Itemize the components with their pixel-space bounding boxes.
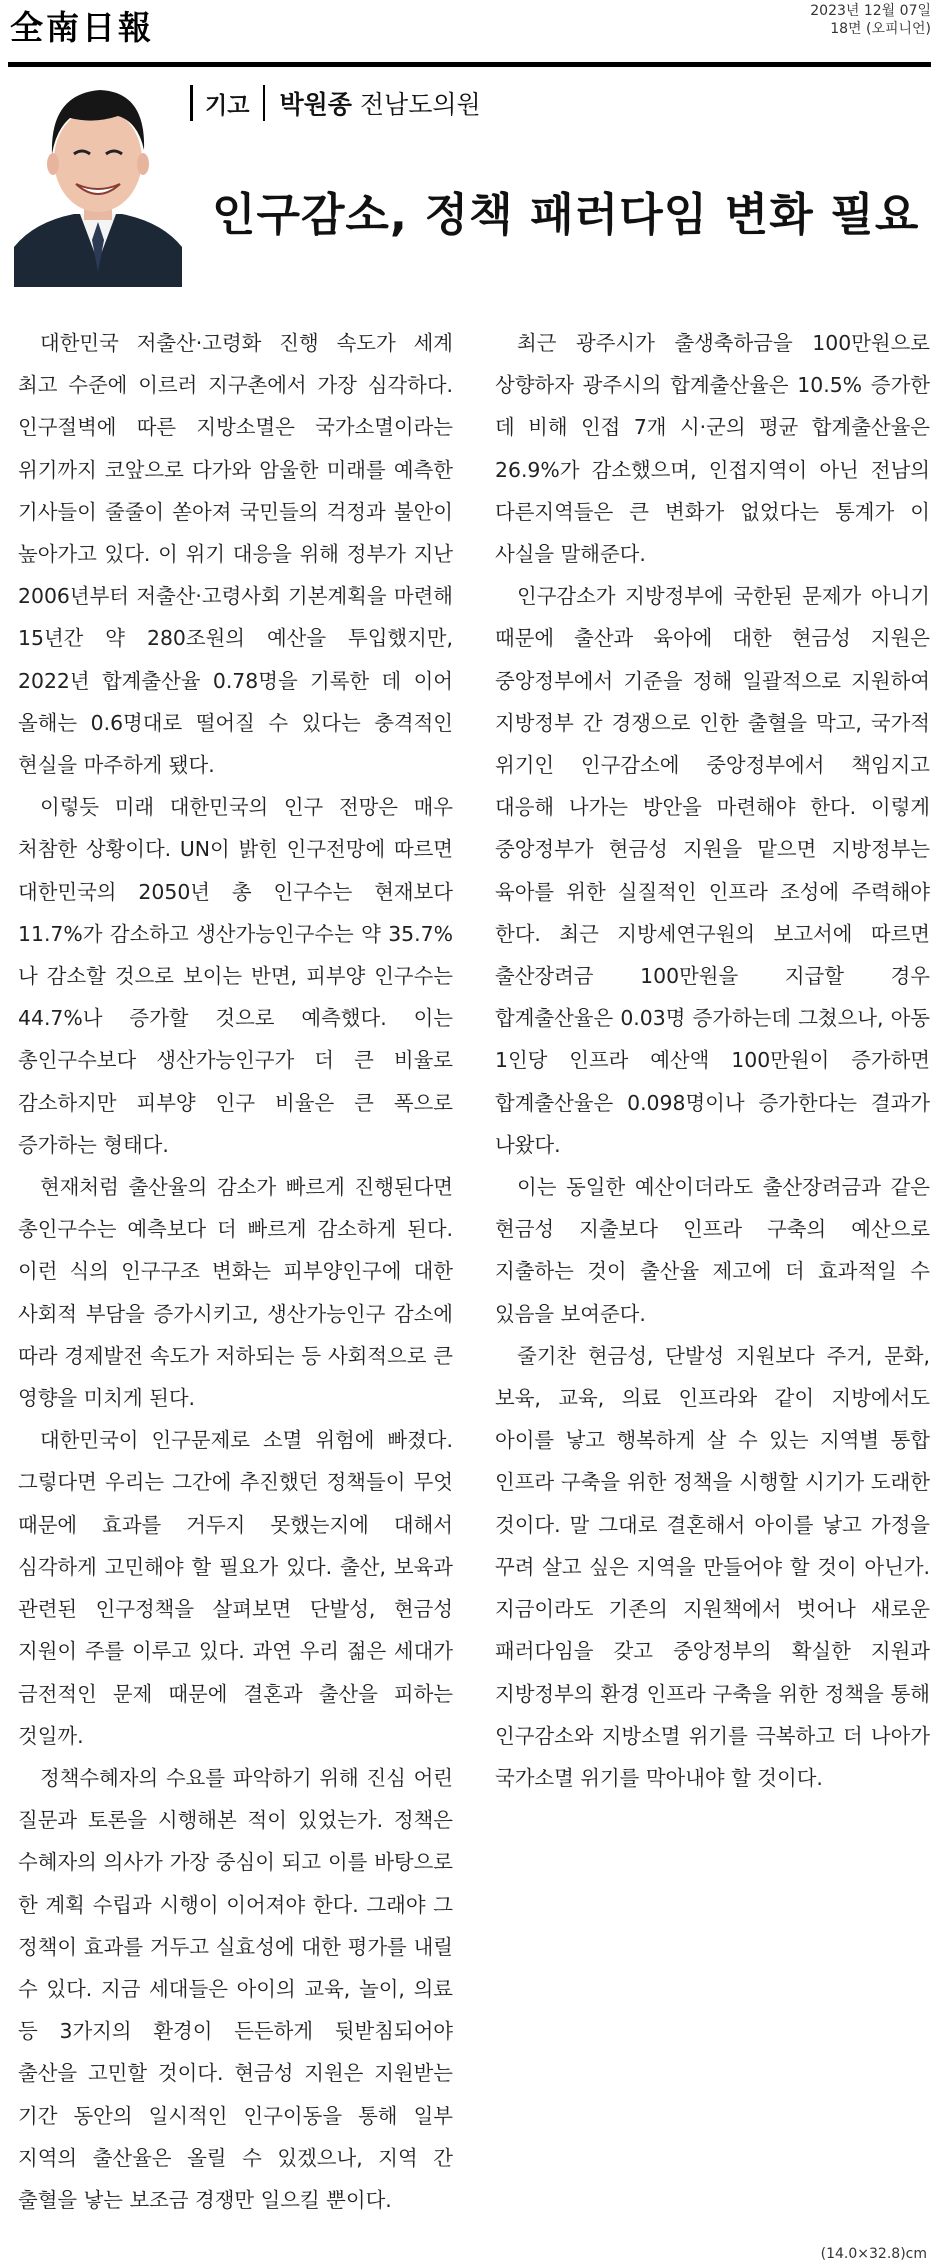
page-section: 18면 (오피니언) [830,21,931,37]
paragraph: 최근 광주시가 출생축하금을 100만원으로 상향하자 광주시의 합계출산율은 10.5% 증가한 데 비해 인접 7개 시·군의 평균 합계출산율은 26.9%가 감소했으며, 인접지역이 아닌 전남의 다른지역들은 큰 변화가 없었다는 통계가 이 사실을 말해준다. [495,331,930,567]
paragraph: 이는 동일한 예산이더라도 출산장려금과 같은 현금성 지출보다 인프라 구축의 예산으로 지출하는 것이 출산율 제고에 더 효과적일 수 있음을 보여준다. [495,1175,930,1326]
author-role: 전남도의원 [359,90,481,119]
paragraph: 대한민국 저출산·고령화 진행 속도가 세계 최고 수준에 이르러 지구촌에서 가장 심각하다. 인구절벽에 따른 지방소멸은 국가소멸이라는 위기까지 코앞으로 다가와 암울한 미래를 예측한 기사들이 줄줄이 쏟아져 국민들의 걱정과 불안이 높아가고 있다. 이 위기 대응을 위해 정부가 지난 2006년부터 저출산·고령사회 기본계획을 마련해 15년간 약 280조원의 예산을 투입했지만, 2022년 합계출산율 0.78명을 기록한 데 이어 올해는 0.6명대로 떨어질 수 있다는 충격적인 현실을 마주하게 됐다. [18,331,453,778]
article-type: 기고 [205,92,250,119]
byline-divider [190,85,193,121]
clipping-size: (14.0×32.8)cm [820,2246,927,2262]
paragraph: 정책수혜자의 수요를 파악하기 위해 진심 어린 질문과 토론을 시행해본 적이 있었는가. 정책은 수혜자의 의사가 가장 중심이 되고 이를 바탕으로 한 계획 수립과 시행이 이어져야 한다. 그래야 그 정책이 효과를 거두고 실효성에 대한 평가를 내릴 수 있다. 지금 세대들은 아이의 교육, 놀이, 의료 등 3가지의 환경이 든든하게 뒷받침되어야 출산을 고민할 것이다. 현금성 지원은 지원받는 기간 동안의 일시적인 인구이동을 통해 일부 지역의 출산율은 올릴 수 있겠으나, 지역 간 출혈을 낳는 보조금 경쟁만 일으킬 뿐이다. [18,1765,453,2212]
paragraph: 대한민국이 인구문제로 소멸 위험에 빠졌다. 그렇다면 우리는 그간에 추진했던 정책들이 무엇 때문에 효과를 거두지 못했는지에 대해서 심각하게 고민해야 할 필요가 있다. 출산, 보육과 관련된 인구정책을 살펴보면 단발성, 현금성 지원이 주를 이루고 있다. 과연 우리 젊은 세대가 금전적인 문제 때문에 결혼과 출산을 피하는 것일까. [18,1428,453,1748]
byline [190,80,481,126]
author-portrait-illustration [14,72,182,287]
paragraph: 현재처럼 출산율의 감소가 빠르게 진행된다면 총인구수는 예측보다 더 빠르게 감소하게 된다. 이런 식의 인구구조 변화는 피부양인구에 대한 사회적 부담을 증가시키고, 생산가능인구 감소에 따라 경제발전 속도가 저하되는 등 사회적으로 큰 영향을 미치게 된다. [18,1175,453,1411]
author-photo [14,72,182,287]
publication-date: 2023년 12월 07일 [810,3,931,19]
top-rule [8,62,931,67]
paragraph: 인구감소가 지방정부에 국한된 문제가 아니기 때문에 출산과 육아에 대한 현금성 지원은 중앙정부에서 기준을 정해 일괄적으로 지원하여 지방정부 간 경쟁으로 인한 출혈을 막고, 국가적 위기인 인구감소에 중앙정부에서 책임지고 대응해 나가는 방안을 마련해야 한다. 이렇게 중앙정부가 현금성 지원을 맡으면 지방정부는 육아를 위한 실질적인 인프라 조성에 주력해야 한다. 최근 지방세연구원의 보고서에 따르면 출산장려금 100만원을 지급할 경우 합계출산율은 0.03명 증가하는데 그쳤으나, 아동 1인당 인프라 예산액 100만원이 증가하면 합계출산율은 0.098명이나 증가한다는 결과가 나왔다. [495,584,930,1157]
publication-info [810,2,931,38]
headline: 인구감소, 정책 패러다임 변화 필요 [212,188,920,241]
author-name: 박원종 [279,90,352,119]
masthead [0,0,937,62]
paragraph: 줄기찬 현금성, 단발성 지원보다 주거, 문화, 보육, 교육, 의료 인프라와 같이 지방에서도 아이를 낳고 행복하게 살 수 있는 지역별 통합 인프라 구축을 위한 정책을 시행할 시기가 도래한 것이다. 말 그대로 결혼해서 아이를 낳고 가정을 꾸려 살고 싶은 지역을 만들어야 할 것이 아닌가. 지금이라도 기존의 지원책에서 벗어나 새로운 패러다임을 갖고 중앙정부의 확실한 지원과 지방정부의 환경 인프라 구축을 위한 정책을 통해 인구감소와 지방소멸 위기를 극복하고 더 나아가 국가소멸 위기를 막아내야 할 것이다. [495,1343,930,1790]
byline-divider [263,85,265,121]
paragraph: 이렇듯 미래 대한민국의 인구 전망은 매우 처참한 상황이다. UN이 밝힌 인구전망에 따르면 대한민국의 2050년 총 인구수는 현재보다 11.7%가 감소하고 생산가능인구수는 약 35.7%나 감소할 것으로 보이는 반면, 피부양 인구수는 44.7%나 증가할 것으로 예측했다. 이는 총인구수보다 생산가능인구가 더 큰 비율로 감소하지만 피부양 인구 비율은 큰 폭으로 증가하는 형태다. [18,795,453,1157]
article-body [18,322,930,2240]
newspaper-logo: 全南日報 [10,8,154,47]
